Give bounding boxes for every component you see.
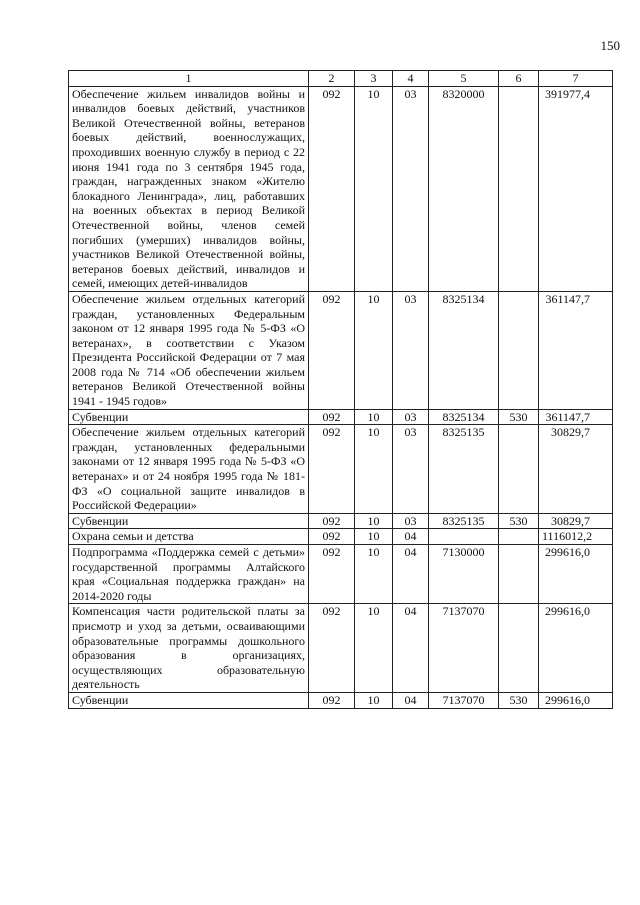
subsection-code-cell: 04 bbox=[393, 692, 429, 708]
section-code-cell: 10 bbox=[355, 291, 393, 409]
header-cell: 1 bbox=[69, 71, 309, 87]
section-code-cell: 10 bbox=[355, 86, 393, 291]
amount-cell: 299616,0 bbox=[539, 545, 613, 604]
expense-type-code-cell bbox=[499, 545, 539, 604]
description-cell: Обеспечение жильем отдельных категорий граждан, установленных федеральными законами от 12 января 1995 года № 5-ФЗ «О ветеранах» и от 24 ноября 1995 года № 181-ФЗ «О социальной защите инвалидов в Российской Федерации» bbox=[69, 425, 309, 514]
description-cell: Обеспечение жильем отдельных категорий граждан, установленных Федеральным законом от 12 января 1995 года № 5-ФЗ «О ветеранах», в соответствии с Указом Президента Российской Федерации от 7 мая 2008 года № 714 «Об обеспечении жильем ветеранов Великой Отечественной войны 1941 - 1945 годов» bbox=[69, 291, 309, 409]
subsection-code-cell: 04 bbox=[393, 604, 429, 693]
target-item-code-cell bbox=[429, 529, 499, 545]
header-cell: 2 bbox=[309, 71, 355, 87]
table-row bbox=[69, 86, 613, 291]
page-number: 150 bbox=[600, 38, 620, 53]
amount-cell: 361147,7 bbox=[539, 291, 613, 409]
table-row bbox=[69, 692, 613, 708]
subsection-code-cell: 03 bbox=[393, 291, 429, 409]
target-item-code-cell: 8325134 bbox=[429, 291, 499, 409]
expense-type-code-cell bbox=[499, 425, 539, 514]
section-code-cell: 10 bbox=[355, 425, 393, 514]
header-cell: 5 bbox=[429, 71, 499, 87]
section-code-cell: 10 bbox=[355, 513, 393, 529]
expense-type-code-cell bbox=[499, 86, 539, 291]
grbs-code-cell: 092 bbox=[309, 604, 355, 693]
expense-type-code-cell bbox=[499, 291, 539, 409]
grbs-code-cell: 092 bbox=[309, 513, 355, 529]
target-item-code-cell: 7137070 bbox=[429, 604, 499, 693]
description-cell: Компенсация части родительской платы за присмотр и уход за детьми, осваивающими образовательные программы дошкольного образования в организациях, осуществляющих образовательную деятельность bbox=[69, 604, 309, 693]
header-cell: 6 bbox=[499, 71, 539, 87]
expense-type-code-cell bbox=[499, 529, 539, 545]
target-item-code-cell: 8320000 bbox=[429, 86, 499, 291]
amount-cell: 299616,0 bbox=[539, 692, 613, 708]
subsection-code-cell: 03 bbox=[393, 513, 429, 529]
header-cell: 7 bbox=[539, 71, 613, 87]
target-item-code-cell: 8325135 bbox=[429, 425, 499, 514]
expense-type-code-cell: 530 bbox=[499, 692, 539, 708]
subsection-code-cell: 03 bbox=[393, 409, 429, 425]
section-code-cell: 10 bbox=[355, 409, 393, 425]
subsection-code-cell: 04 bbox=[393, 529, 429, 545]
amount-cell: 361147,7 bbox=[539, 409, 613, 425]
section-code-cell: 10 bbox=[355, 604, 393, 693]
table-row bbox=[69, 425, 613, 514]
subsection-code-cell: 03 bbox=[393, 86, 429, 291]
grbs-code-cell: 092 bbox=[309, 409, 355, 425]
grbs-code-cell: 092 bbox=[309, 529, 355, 545]
section-code-cell: 10 bbox=[355, 529, 393, 545]
description-cell: Охрана семьи и детства bbox=[69, 529, 309, 545]
table-row bbox=[69, 545, 613, 604]
table-header-row bbox=[69, 71, 613, 87]
section-code-cell: 10 bbox=[355, 545, 393, 604]
table-row bbox=[69, 529, 613, 545]
target-item-code-cell: 8325134 bbox=[429, 409, 499, 425]
grbs-code-cell: 092 bbox=[309, 86, 355, 291]
amount-cell: 30829,7 bbox=[539, 425, 613, 514]
table-row bbox=[69, 291, 613, 409]
amount-cell: 30829,7 bbox=[539, 513, 613, 529]
expense-type-code-cell: 530 bbox=[499, 409, 539, 425]
description-cell: Подпрограмма «Поддержка семей с детьми» государственной программы Алтайского края «Социальная поддержка граждан» на 2014-2020 годы bbox=[69, 545, 309, 604]
expense-type-code-cell: 530 bbox=[499, 513, 539, 529]
amount-cell: 1116012,2 bbox=[539, 529, 613, 545]
header-cell: 4 bbox=[393, 71, 429, 87]
target-item-code-cell: 7130000 bbox=[429, 545, 499, 604]
table-row bbox=[69, 604, 613, 693]
grbs-code-cell: 092 bbox=[309, 425, 355, 514]
expense-type-code-cell bbox=[499, 604, 539, 693]
description-cell: Субвенции bbox=[69, 409, 309, 425]
budget-table bbox=[68, 70, 613, 709]
subsection-code-cell: 04 bbox=[393, 545, 429, 604]
header-cell: 3 bbox=[355, 71, 393, 87]
table-row bbox=[69, 409, 613, 425]
description-cell: Субвенции bbox=[69, 692, 309, 708]
grbs-code-cell: 092 bbox=[309, 692, 355, 708]
target-item-code-cell: 7137070 bbox=[429, 692, 499, 708]
amount-cell: 391977,4 bbox=[539, 86, 613, 291]
grbs-code-cell: 092 bbox=[309, 291, 355, 409]
section-code-cell: 10 bbox=[355, 692, 393, 708]
description-cell: Субвенции bbox=[69, 513, 309, 529]
target-item-code-cell: 8325135 bbox=[429, 513, 499, 529]
description-cell: Обеспечение жильем инвалидов войны и инвалидов боевых действий, участников Великой Отечественной войны, ветеранов боевых действий, военнослужащих, проходивших военную службу в период с 22 июня 1941 года по 3 сентября 1945 года, граждан, награжденных знаком «Жителю блокадного Ленинграда», лиц, работавших на военных объектах в период Великой Отечественной войны, членов семей погибших (умерших) инвалидов войны, участников Великой Отечественной войны, ветеранов боевых действий, инвалидов и семей, имеющих детей-инвалидов bbox=[69, 86, 309, 291]
grbs-code-cell: 092 bbox=[309, 545, 355, 604]
amount-cell: 299616,0 bbox=[539, 604, 613, 693]
table-row bbox=[69, 513, 613, 529]
subsection-code-cell: 03 bbox=[393, 425, 429, 514]
